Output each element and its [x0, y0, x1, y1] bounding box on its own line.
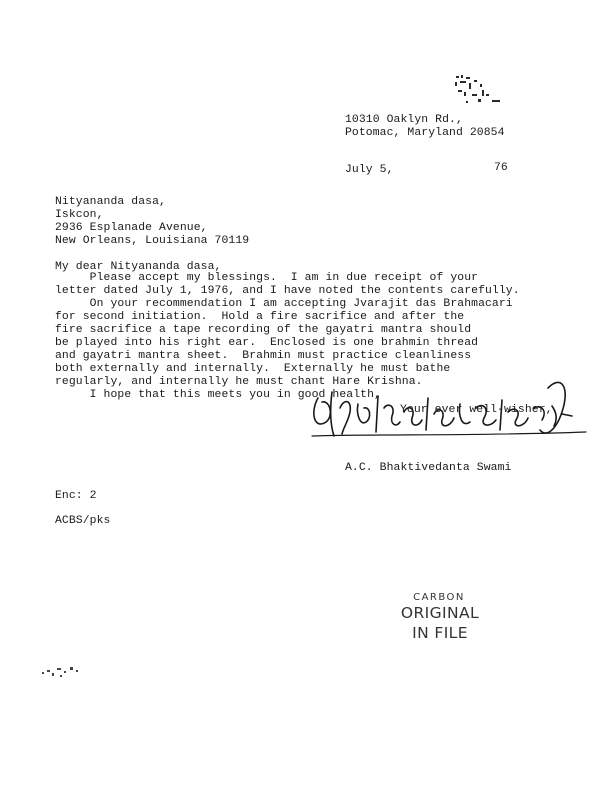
body-line: letter dated July 1, 1976, and I have noted the contents carefully. [55, 285, 520, 297]
recipient-org: Iskcon, [55, 209, 104, 221]
body-line: both externally and internally. Externally he must bathe [55, 363, 451, 375]
stamp-line-2: ORIGINAL [400, 604, 480, 622]
recipient-street: 2936 Esplanade Avenue, [55, 222, 208, 234]
signatory-name: A.C. Bhaktivedanta Swami [345, 462, 512, 474]
salutation: My dear Nityananda dasa, [55, 261, 222, 273]
body-line: Please accept my blessings. I am in due receipt of your [55, 272, 479, 284]
body-line: fire sacrifice a tape recording of the gayatri mantra should [55, 324, 472, 336]
handwritten-signature [300, 378, 590, 458]
letter-date: July 5, [345, 164, 394, 176]
body-line: and gayatri mantra sheet. Brahmin must practice cleanliness [55, 350, 472, 362]
closing: Your ever well-wisher, [400, 404, 553, 416]
body-line: be played into his right ear. Enclosed is one brahmin thread [55, 337, 479, 349]
recipient-name: Nityananda dasa, [55, 196, 166, 208]
reference-initials: ACBS/pks [55, 515, 111, 527]
body-line: I hope that this meets you in good health, [55, 389, 381, 401]
recipient-city: New Orleans, Louisiana 70119 [55, 235, 250, 247]
carbon-original-stamp [400, 592, 480, 643]
stamp-line-1: CARBON [413, 592, 465, 603]
letter-date-year: 76 [494, 162, 508, 174]
stamp-line-3: IN FILE [412, 624, 468, 642]
ink-smudge [40, 663, 86, 681]
enclosures-note: Enc: 2 [55, 490, 97, 502]
archive-stamp-mark [452, 72, 512, 112]
body-line: regularly, and internally he must chant Hare Krishna. [55, 376, 423, 388]
body-line: On your recommendation I am accepting Jvarajit das Brahmacari [55, 298, 513, 310]
sender-address-line-1: 10310 Oaklyn Rd., [345, 114, 463, 126]
sender-address-line-2: Potomac, Maryland 20854 [345, 127, 505, 139]
body-line: for second initiation. Hold a fire sacrifice and after the [55, 311, 465, 323]
